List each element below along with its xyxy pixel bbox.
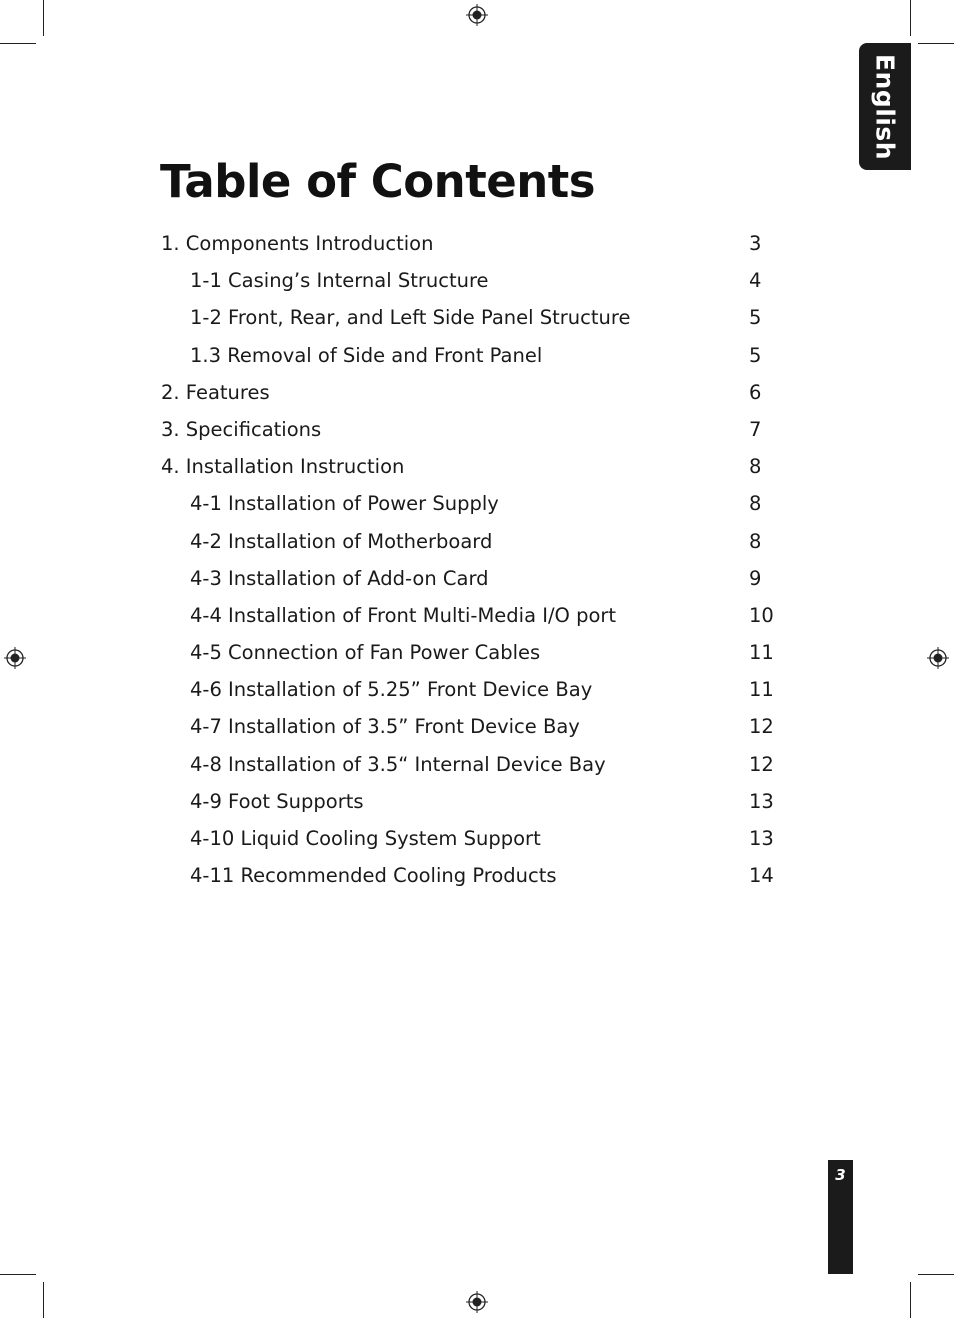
page-number: 3 [835, 1166, 846, 1184]
crop-mark [43, 0, 44, 36]
toc-entry[interactable] [161, 712, 781, 749]
registration-mark-icon [466, 1291, 488, 1313]
toc-entry-label: 3. Specifications [161, 417, 322, 441]
toc-entry-label: 2. Features [161, 380, 270, 404]
crop-mark [910, 0, 911, 36]
toc-entry-label: 4-11 Recommended Cooling Products [190, 864, 557, 888]
toc-entry-page: 4 [749, 269, 762, 293]
toc-entry[interactable] [161, 303, 781, 340]
registration-mark-icon [466, 4, 488, 26]
registration-mark-icon [4, 647, 26, 669]
page-title: Table of Contents [160, 155, 596, 208]
crop-mark [910, 1282, 911, 1318]
toc-entry[interactable] [161, 787, 781, 824]
toc-entry-label: 4-5 Connection of Fan Power Cables [190, 641, 541, 665]
toc-entry-label: 4. Installation Instruction [161, 455, 405, 479]
toc-entry[interactable] [161, 229, 781, 266]
registration-mark-icon [927, 647, 949, 669]
toc-entry-page: 6 [749, 380, 762, 404]
toc-entry-page: 13 [749, 827, 774, 850]
language-tab-label: English [870, 53, 900, 160]
toc-entry[interactable] [161, 564, 781, 601]
toc-entry-page: 8 [749, 455, 762, 479]
toc-entry-page: 7 [749, 417, 762, 441]
toc-entry[interactable] [161, 489, 781, 526]
toc-entry[interactable] [161, 527, 781, 564]
toc-entry[interactable] [161, 378, 781, 415]
toc-entry-label: 4-7 Installation of 3.5” Front Device Bay [190, 715, 580, 739]
toc-entry[interactable] [161, 341, 781, 378]
crop-mark [0, 43, 36, 44]
toc-entry[interactable] [161, 675, 781, 712]
toc-entry-label: 1.3 Removal of Side and Front Panel [190, 343, 543, 367]
toc-entry-label: 4-4 Installation of Front Multi-Media I/O port [190, 603, 617, 627]
toc-entry[interactable] [161, 638, 781, 675]
toc-entry-label: 1-1 Casing’s Internal Structure [190, 269, 489, 293]
toc-entry-page: 14 [749, 864, 774, 888]
toc-entry[interactable] [161, 266, 781, 303]
crop-mark [0, 1274, 36, 1275]
toc-entry-label: 4-10 Liquid Cooling System Support [190, 827, 541, 850]
toc-entry-label: 4-1 Installation of Power Supply [190, 492, 499, 516]
toc-entry-page: 3 [749, 232, 762, 255]
toc-entry[interactable] [161, 452, 781, 489]
toc-entry-label: 4-8 Installation of 3.5“ Internal Device Bay [190, 752, 606, 776]
crop-mark [918, 43, 954, 44]
toc-entry-label: 4-6 Installation of 5.25” Front Device Bay [190, 678, 593, 702]
language-tab [859, 43, 911, 170]
toc-entry-page: 5 [749, 306, 762, 330]
toc-entry-page: 10 [749, 603, 774, 627]
toc-entry-page: 12 [749, 752, 774, 776]
toc-entry-page: 8 [749, 529, 762, 553]
toc-entry-page: 8 [749, 492, 762, 516]
toc-entry[interactable] [161, 750, 781, 787]
toc-entry-label: 1. Components Introduction [161, 232, 434, 255]
crop-mark [43, 1282, 44, 1318]
crop-mark [918, 1274, 954, 1275]
toc-entry[interactable] [161, 824, 781, 861]
toc-entry-page: 9 [749, 566, 762, 590]
toc-entry-label: 4-3 Installation of Add-on Card [190, 566, 489, 590]
toc-entry-label: 1-2 Front, Rear, and Left Side Panel Structure [190, 306, 631, 330]
toc-entry-page: 13 [749, 789, 774, 813]
table-of-contents [161, 229, 781, 898]
toc-entry-page: 11 [749, 641, 774, 665]
toc-entry-page: 12 [749, 715, 774, 739]
toc-entry-page: 5 [749, 343, 762, 367]
toc-entry[interactable] [161, 601, 781, 638]
toc-entry-label: 4-9 Foot Supports [190, 789, 364, 813]
page-number-tab [828, 1160, 853, 1274]
toc-entry-page: 11 [749, 678, 774, 702]
toc-entry-label: 4-2 Installation of Motherboard [190, 529, 493, 553]
toc-entry[interactable] [161, 415, 781, 452]
toc-entry[interactable] [161, 861, 781, 898]
